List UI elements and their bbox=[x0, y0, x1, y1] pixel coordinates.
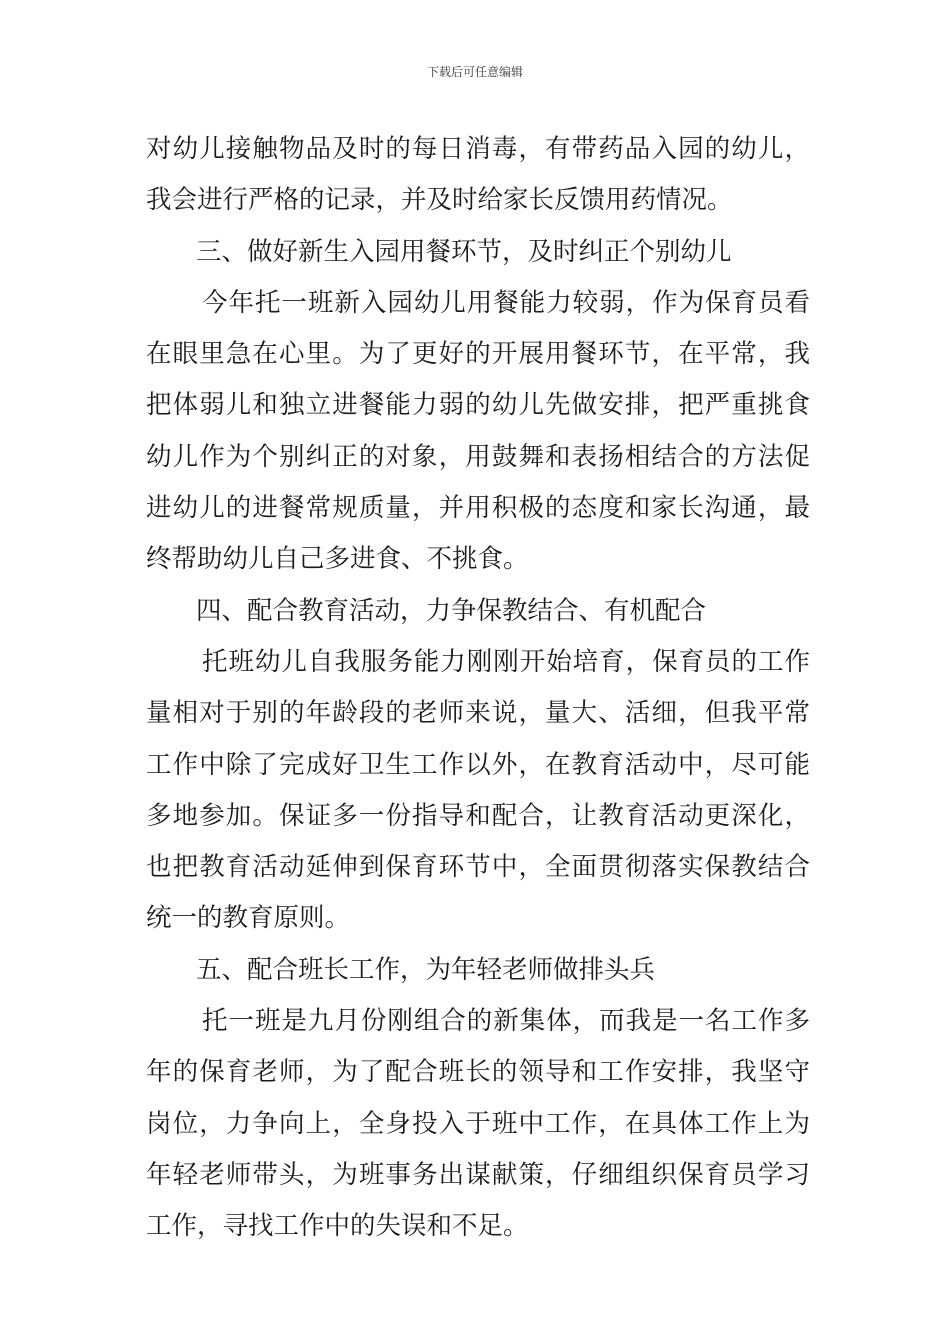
paragraph-first-line: 托一班是九月份刚组合的新集体，而我是一名工作多 bbox=[202, 1006, 810, 1037]
page-header: 下载后可任意编辑 bbox=[426, 65, 523, 79]
body-line: 终帮助幼儿自己多进食、不挑食。 bbox=[146, 544, 529, 575]
body-line: 工作中除了完成好卫生工作以外，在教育活动中，尽可能 bbox=[146, 749, 810, 780]
body-line: 工作，寻找工作中的失误和不足。 bbox=[146, 1211, 529, 1242]
paragraph-first-line: 托班幼儿自我服务能力刚刚开始培育，保育员的工作 bbox=[202, 646, 810, 677]
body-line: 也把教育活动延伸到保育环节中，全面贯彻落实保教结合 bbox=[146, 852, 810, 883]
body-line: 对幼儿接触物品及时的每日消毒，有带药品入园的幼儿， bbox=[146, 134, 810, 164]
body-line: 把体弱儿和独立进餐能力弱的幼儿先做安排，把严重挑食 bbox=[146, 390, 810, 421]
body-line: 年的保育老师，为了配合班长的领导和工作安排，我坚守 bbox=[146, 1057, 810, 1088]
body-line: 进幼儿的进餐常规质量，并用积极的态度和家长沟通，最 bbox=[146, 493, 810, 524]
section-heading: 四、配合教育活动，力争保教结合、有机配合 bbox=[196, 595, 707, 626]
body-line: 幼儿作为个别纠正的对象，用鼓舞和表扬相结合的方法促 bbox=[146, 441, 810, 472]
body-line: 统一的教育原则。 bbox=[146, 903, 351, 934]
body-line: 年轻老师带头，为班事务出谋献策，仔细组织保育员学习 bbox=[146, 1159, 810, 1190]
section-heading: 三、做好新生入园用餐环节，及时纠正个别幼儿 bbox=[196, 236, 732, 267]
body-line: 我会进行严格的记录，并及时给家长反馈用药情况。 bbox=[146, 185, 733, 216]
document-body bbox=[146, 124, 810, 1253]
body-line: 多地参加。保证多一份指导和配合，让教育活动更深化， bbox=[146, 800, 810, 831]
paragraph-first-line: 今年托一班新入园幼儿用餐能力较弱，作为保育员看 bbox=[202, 287, 810, 318]
body-line: 量相对于别的年龄段的老师来说，量大、活细，但我平常 bbox=[146, 698, 810, 729]
body-line: 在眼里急在心里。为了更好的开展用餐环节，在平常，我 bbox=[146, 339, 810, 370]
section-heading: 五、配合班长工作，为年轻老师做排头兵 bbox=[196, 954, 656, 985]
body-line: 岗位，力争向上，全身投入于班中工作，在具体工作上为 bbox=[146, 1108, 810, 1139]
